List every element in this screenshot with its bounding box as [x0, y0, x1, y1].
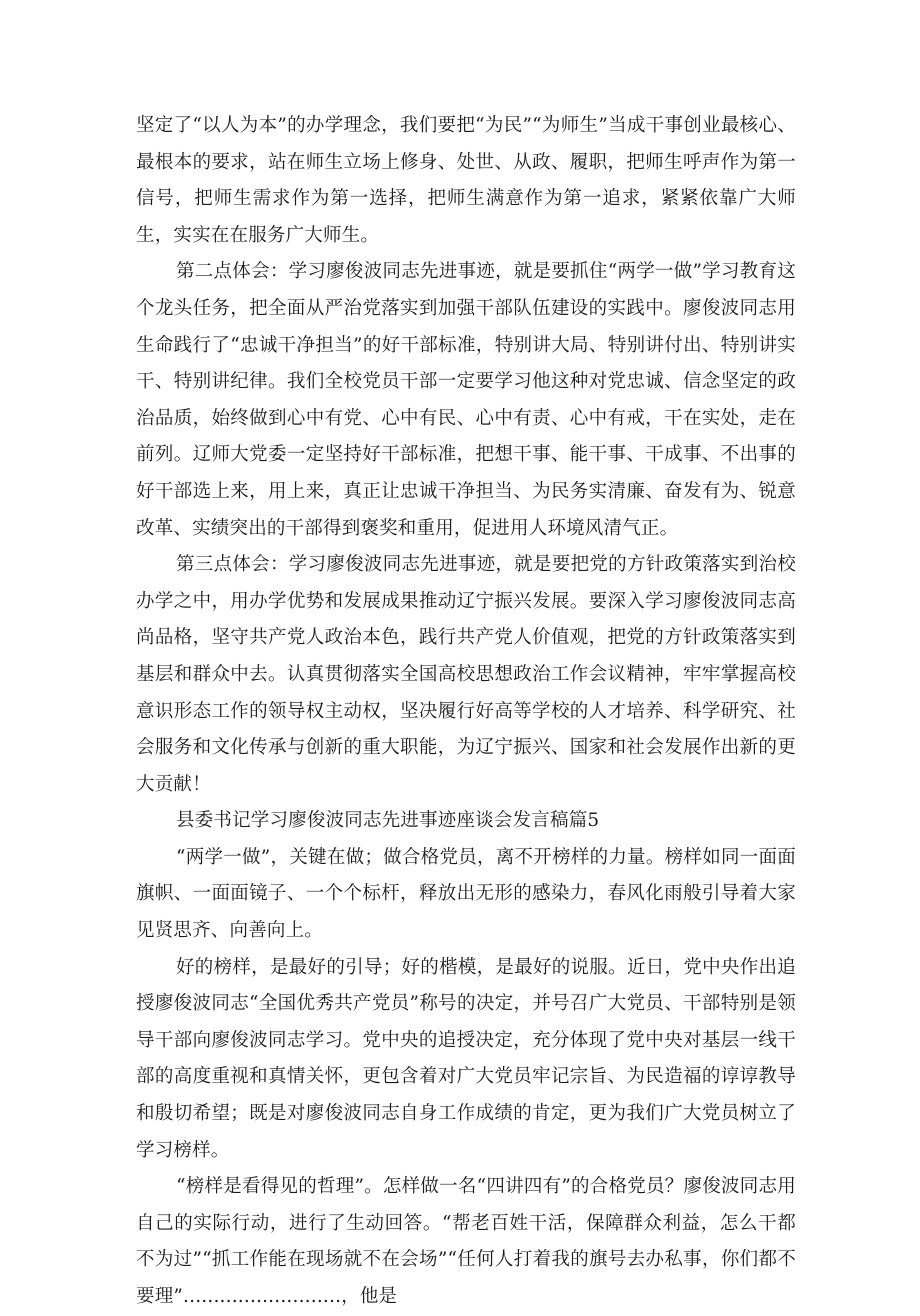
paragraph-visible-philosophy: “榜样是看得见的哲理”。怎样做一名“四讲四有”的合格党员？廖俊波同志用自己的实际行动，进行了生动回答。“帮老百姓干活，保障群众利益，怎么干都不为过”“抓工作能在现场就不在会场”“任何人打着我的旗号去办私事，你们都不要理”..........................，他是 [136, 1176, 796, 1307]
paragraph-second-insight: 第二点体会：学习廖俊波同志先进事迹，就是要抓住“两学一做”学习教育这个龙头任务，把全面从严治党落实到加强干部队伍建设的实践中。廖俊波同志用生命践行了“忠诚干净担当”的好干部标准，特别讲大局、特别讲付出、特别讲实干、特别讲纪律。我们全校党员干部一定要学习他这种对党忠诚、信念坚定的政治品质，始终做到心中有党、心中有民、心中有责、心中有戒，干在实处，走在前列。辽师大党委一定坚持好干部标准，把想干事、能干事、干成事、不出事的好干部选上来，用上来，真正让忠诚干净担当、为民务实清廉、奋发有为、锐意改革、实绩突出的干部得到褒奖和重用，促进用人环境风清气正。 [136, 261, 796, 539]
section-heading: 县委书记学习廖俊波同志先进事迹座谈会发言稿篇5 [176, 810, 600, 832]
paragraph-role-model: “两学一做”，关键在做；做合格党员，离不开榜样的力量。榜样如同一面面旗帜、一面面镜子、一个个标杆，释放出无形的感染力，春风化雨般引导着大家见贤思齐、向善向上。 [136, 846, 796, 942]
paragraph-continued: 坚定了“以人为本”的办学理念，我们要把“为民”“为师生”当成干事创业最核心、最根本的要求，站在师生立场上修身、处世、从政、履职，把师生呼声作为第一信号，把师生需求作为第一选择，把师生满意作为第一追求，紧紧依靠广大师生，实实在在服务广大师生。 [136, 115, 796, 246]
document-body [136, 108, 796, 1316]
paragraph-third-insight: 第三点体会：学习廖俊波同志先进事迹，就是要把党的方针政策落实到治校办学之中，用办学优势和发展成果推动辽宁振兴发展。要深入学习廖俊波同志高尚品格，坚守共产党人政治本色，践行共产党人价值观，把党的方针政策落实到基层和群众中去。认真贯彻落实全国高校思想政治工作会议精神，牢牢掌握高校意识形态工作的领导权主动权，坚决履行好高等学校的人才培养、科学研究、社会服务和文化传承与创新的重大职能，为辽宁振兴、国家和社会发展作出新的更大贡献！ [136, 554, 796, 795]
paragraph-good-example: 好的榜样，是最好的引导；好的楷模，是最好的说服。近日，党中央作出追授廖俊波同志“全国优秀共产党员”称号的决定，并号召广大党员、干部特别是领导干部向廖俊波同志学习。党中央的追授决定，充分体现了党中央对基层一线干部的高度重视和真情关怀，更包含着对广大党员牢记宗旨、为民造福的谆谆教导和殷切希望；既是对廖俊波同志自身工作成绩的肯定，更为我们广大党员树立了学习榜样。 [136, 956, 796, 1161]
